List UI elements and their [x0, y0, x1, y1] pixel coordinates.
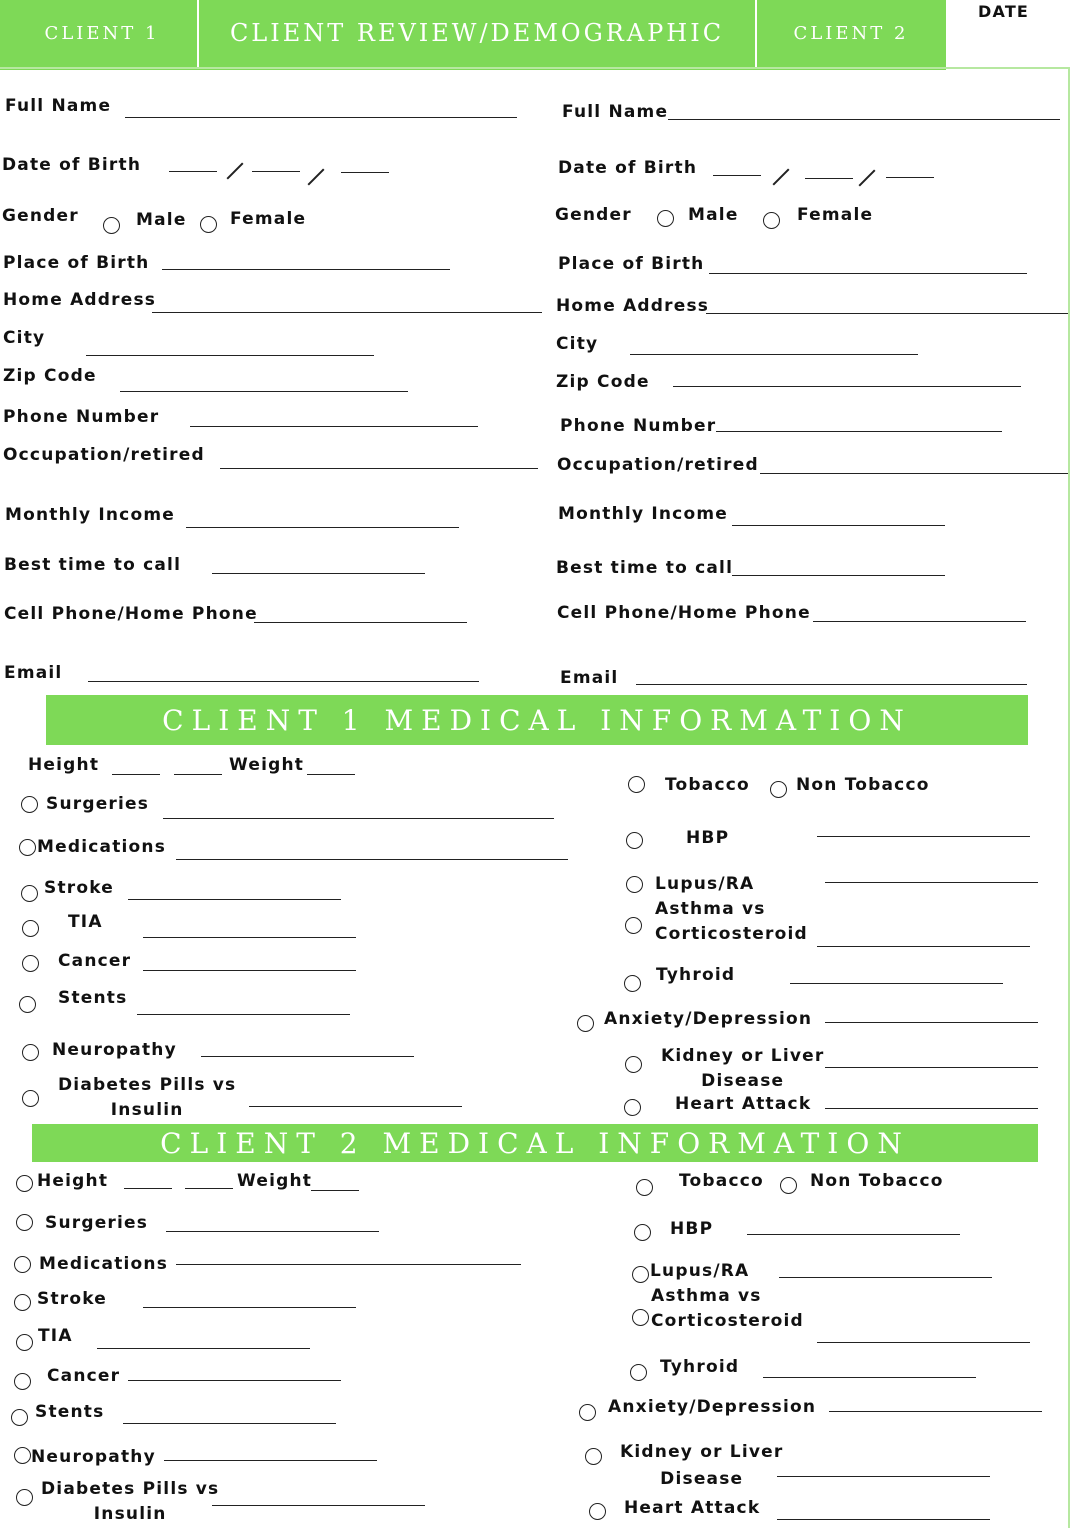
c1-cell-home-label: Cell Phone/Home Phone: [4, 604, 258, 624]
c1-place-of-birth-field[interactable]: [162, 269, 450, 270]
c2-kidney-field[interactable]: [777, 1476, 990, 1477]
c1-hbp-radio[interactable]: [626, 832, 643, 849]
c1-female-label: Female: [230, 209, 307, 229]
c2-surgeries-radio[interactable]: [16, 1214, 33, 1231]
c2-lupus-label: Lupus/RA: [650, 1261, 750, 1281]
c2-diabetes-line2: Insulin: [93, 1504, 167, 1524]
c2-tobacco-label: Tobacco: [679, 1171, 764, 1191]
c1-stents-field[interactable]: [137, 1014, 350, 1015]
c2-full-name-label: Full Name: [562, 102, 669, 122]
c2-heart-attack-field[interactable]: [777, 1519, 990, 1520]
c1-neuropathy-radio[interactable]: [22, 1044, 39, 1061]
c1-surgeries-field[interactable]: [163, 818, 554, 819]
c2-cell-home-label: Cell Phone/Home Phone: [557, 603, 811, 623]
c2-tia-field[interactable]: [97, 1348, 310, 1349]
c1-heart-attack-label: Heart Attack: [675, 1094, 812, 1114]
c1-tobacco-radio[interactable]: [628, 776, 645, 793]
c1-occupation-label: Occupation/retired: [3, 445, 205, 465]
c2-asthma-line2: Corticosteroid: [651, 1311, 804, 1331]
c2-tia-radio[interactable]: [16, 1334, 33, 1351]
c2-medications-label: Medications: [39, 1254, 169, 1274]
client1-medical-header: CLIENT 1 MEDICAL INFORMATION: [46, 695, 1028, 745]
c2-thyroid-field[interactable]: [763, 1377, 976, 1378]
c1-tia-label: TIA: [68, 912, 103, 932]
c2-occupation-label: Occupation/retired: [557, 455, 759, 475]
c2-income-label: Monthly Income: [558, 504, 728, 524]
c2-female-radio[interactable]: [763, 212, 780, 229]
c1-anxiety-label: Anxiety/Depression: [604, 1009, 813, 1029]
c1-lupus-radio[interactable]: [626, 876, 643, 893]
date-separator: [773, 169, 790, 186]
c1-weight-label: Weight: [229, 755, 305, 775]
c1-stroke-field[interactable]: [128, 899, 341, 900]
c1-weight-field[interactable]: [307, 774, 355, 775]
c1-phone-label: Phone Number: [3, 407, 160, 427]
c1-lupus-field[interactable]: [825, 882, 1038, 883]
c1-non-tobacco-radio[interactable]: [770, 781, 787, 798]
c1-diabetes-line2: Insulin: [110, 1100, 184, 1120]
c1-non-tobacco-label: Non Tobacco: [796, 775, 930, 795]
page-border-top: [0, 67, 1070, 69]
c1-dob-year-field[interactable]: [341, 172, 389, 173]
c1-male-label: Male: [136, 210, 187, 230]
c2-cell-home-field[interactable]: [813, 621, 1026, 622]
c2-gender-label: Gender: [555, 205, 632, 225]
c1-medications-field[interactable]: [176, 859, 568, 860]
c1-asthma-line2: Corticosteroid: [655, 924, 808, 944]
c2-female-label: Female: [797, 205, 874, 225]
c2-thyroid-radio[interactable]: [630, 1364, 647, 1381]
c1-email-label: Email: [4, 663, 63, 683]
c1-heart-attack-field[interactable]: [825, 1108, 1038, 1109]
c1-kidney-line1: Kidney or Liver: [661, 1046, 825, 1066]
c1-anxiety-radio[interactable]: [577, 1015, 594, 1032]
c2-medications-field[interactable]: [176, 1264, 521, 1265]
c1-cancer-field[interactable]: [143, 970, 356, 971]
c1-income-label: Monthly Income: [5, 505, 175, 525]
c2-lupus-field[interactable]: [779, 1277, 992, 1278]
c2-heart-attack-radio[interactable]: [589, 1503, 606, 1520]
c1-medications-label: Medications: [37, 837, 167, 857]
c2-height-radio[interactable]: [16, 1175, 33, 1192]
date-separator: [227, 163, 244, 180]
c2-stroke-label: Stroke: [37, 1289, 108, 1309]
c1-height-in-field[interactable]: [174, 774, 222, 775]
c1-diabetes-label: [58, 1073, 236, 1123]
c2-best-time-label: Best time to call: [556, 558, 734, 578]
c1-city-field[interactable]: [86, 355, 374, 356]
c1-hbp-label: HBP: [686, 828, 730, 848]
c1-city-label: City: [3, 328, 46, 348]
c2-income-field[interactable]: [732, 525, 945, 526]
c2-anxiety-field[interactable]: [829, 1411, 1042, 1412]
c1-tia-field[interactable]: [143, 937, 356, 938]
c1-tia-radio[interactable]: [22, 920, 39, 937]
c2-stroke-field[interactable]: [143, 1307, 356, 1308]
c2-phone-label: Phone Number: [560, 416, 717, 436]
date-label: DATE: [978, 2, 1030, 21]
c2-tobacco-radio[interactable]: [636, 1179, 653, 1196]
c1-kidney-field[interactable]: [825, 1067, 1038, 1068]
c1-surgeries-label: Surgeries: [46, 794, 150, 814]
c2-zip-label: Zip Code: [556, 372, 650, 392]
c1-dob-month-field[interactable]: [169, 171, 217, 172]
c1-thyroid-label: Tyhroid: [656, 965, 736, 985]
c2-home-address-field[interactable]: [706, 313, 1068, 314]
c1-home-address-field[interactable]: [152, 312, 542, 313]
c1-zip-field[interactable]: [120, 391, 408, 392]
c2-full-name-field[interactable]: [668, 119, 1060, 120]
c1-best-time-label: Best time to call: [4, 555, 182, 575]
c1-asthma-line1: Asthma vs: [655, 899, 766, 919]
header-divider: [197, 0, 199, 68]
c2-diabetes-field[interactable]: [212, 1505, 425, 1506]
c2-kidney-line2: Disease: [660, 1469, 744, 1489]
c1-dob-label: Date of Birth: [2, 155, 142, 175]
c2-weight-field[interactable]: [311, 1190, 359, 1191]
c2-hbp-label: HBP: [670, 1219, 714, 1239]
form-title: CLIENT REVIEW/DEMOGRAPHIC: [200, 2, 754, 64]
header-divider: [755, 0, 757, 68]
c1-cancer-radio[interactable]: [22, 955, 39, 972]
c1-neuropathy-label: Neuropathy: [52, 1040, 177, 1060]
c1-lupus-label: Lupus/RA: [655, 874, 755, 894]
c1-diabetes-line1: Diabetes Pills vs: [58, 1075, 237, 1095]
c1-income-field[interactable]: [186, 527, 459, 528]
c1-cancer-label: Cancer: [58, 951, 132, 971]
c1-stents-radio[interactable]: [19, 996, 36, 1013]
c2-place-of-birth-field[interactable]: [709, 273, 1027, 274]
c2-surgeries-label: Surgeries: [45, 1213, 149, 1233]
c2-asthma-label: [651, 1284, 804, 1334]
c2-stents-radio[interactable]: [11, 1409, 28, 1426]
c1-zip-label: Zip Code: [3, 366, 97, 386]
c1-home-address-label: Home Address: [3, 290, 157, 310]
c2-non-tobacco-radio[interactable]: [780, 1177, 797, 1194]
c1-female-radio[interactable]: [200, 216, 217, 233]
c2-kidney-line1: Kidney or Liver: [620, 1442, 784, 1462]
c1-gender-label: Gender: [2, 206, 79, 226]
c2-city-field[interactable]: [630, 354, 918, 355]
c2-anxiety-radio[interactable]: [579, 1404, 596, 1421]
c1-kidney-radio[interactable]: [625, 1056, 642, 1073]
c1-tobacco-label: Tobacco: [665, 775, 750, 795]
c2-diabetes-line1: Diabetes Pills vs: [41, 1479, 220, 1499]
c1-male-radio[interactable]: [103, 217, 120, 234]
c2-best-time-field[interactable]: [732, 575, 945, 576]
c1-occupation-field[interactable]: [220, 468, 538, 469]
c2-cancer-field[interactable]: [128, 1380, 341, 1381]
c2-stents-field[interactable]: [123, 1423, 336, 1424]
c2-anxiety-label: Anxiety/Depression: [608, 1397, 817, 1417]
c1-cell-home-field[interactable]: [254, 622, 467, 623]
c1-stroke-label: Stroke: [44, 878, 115, 898]
c2-neuropathy-label: Neuropathy: [31, 1447, 156, 1467]
c2-neuropathy-field[interactable]: [164, 1460, 377, 1461]
c1-anxiety-field[interactable]: [825, 1022, 1038, 1023]
c2-hbp-radio[interactable]: [634, 1224, 651, 1241]
c2-height-in-field[interactable]: [185, 1188, 233, 1189]
c2-male-radio[interactable]: [657, 210, 674, 227]
c2-stents-label: Stents: [35, 1402, 105, 1422]
c2-kidney-radio[interactable]: [585, 1448, 602, 1465]
c1-kidney-label: [661, 1044, 824, 1094]
c2-email-label: Email: [560, 668, 619, 688]
c1-neuropathy-field[interactable]: [201, 1056, 414, 1057]
c2-surgeries-field[interactable]: [166, 1231, 379, 1232]
date-separator: [859, 170, 876, 187]
c1-asthma-label: [655, 897, 808, 947]
c1-thyroid-field[interactable]: [790, 983, 1003, 984]
c1-stroke-radio[interactable]: [21, 885, 38, 902]
c2-weight-label: Weight: [237, 1171, 313, 1191]
client1-tab: CLIENT 1: [8, 2, 196, 64]
c1-medications-radio[interactable]: [19, 839, 36, 856]
c2-phone-field[interactable]: [716, 431, 1002, 432]
c1-stents-label: Stents: [58, 988, 128, 1008]
c2-tia-label: TIA: [38, 1326, 73, 1346]
c2-kidney-label: [620, 1439, 783, 1493]
c2-email-field[interactable]: [636, 684, 1027, 685]
c2-occupation-field[interactable]: [760, 473, 1068, 474]
c2-dob-label: Date of Birth: [558, 158, 698, 178]
c2-cancer-radio[interactable]: [14, 1373, 31, 1390]
c2-height-label: Height: [37, 1171, 109, 1191]
c1-full-name-label: Full Name: [5, 96, 112, 116]
c1-kidney-line2: Disease: [701, 1071, 785, 1091]
c2-male-label: Male: [688, 205, 739, 225]
c1-diabetes-field[interactable]: [249, 1106, 462, 1107]
page-border-right: [1068, 67, 1070, 1528]
c1-email-field[interactable]: [88, 681, 479, 682]
c2-zip-field[interactable]: [673, 386, 1021, 387]
c2-city-label: City: [556, 334, 599, 354]
client2-tab: CLIENT 2: [758, 2, 944, 64]
c2-diabetes-radio[interactable]: [16, 1489, 33, 1506]
c1-phone-field[interactable]: [190, 426, 478, 427]
c2-diabetes-label: [41, 1477, 219, 1527]
c2-lupus-radio[interactable]: [632, 1266, 649, 1283]
c2-home-address-label: Home Address: [556, 296, 710, 316]
c2-medications-radio[interactable]: [14, 1256, 31, 1273]
c1-asthma-radio[interactable]: [625, 917, 642, 934]
c2-neuropathy-radio[interactable]: [14, 1447, 31, 1464]
c1-dob-day-field[interactable]: [252, 171, 300, 172]
c2-stroke-radio[interactable]: [14, 1294, 31, 1311]
c2-asthma-radio[interactable]: [632, 1309, 649, 1326]
c2-height-ft-field[interactable]: [124, 1188, 172, 1189]
c1-surgeries-radio[interactable]: [21, 796, 38, 813]
c1-diabetes-radio[interactable]: [22, 1090, 39, 1107]
date-separator: [308, 169, 325, 186]
c2-dob-year-field[interactable]: [886, 177, 934, 178]
client2-medical-header: CLIENT 2 MEDICAL INFORMATION: [32, 1124, 1038, 1162]
c1-height-ft-field[interactable]: [112, 774, 160, 775]
c2-asthma-line1: Asthma vs: [651, 1286, 762, 1306]
c2-heart-attack-label: Heart Attack: [624, 1498, 761, 1518]
c2-dob-month-field[interactable]: [713, 175, 761, 176]
c2-cancer-label: Cancer: [47, 1366, 121, 1386]
c1-thyroid-radio[interactable]: [624, 975, 641, 992]
c2-place-of-birth-label: Place of Birth: [558, 254, 705, 274]
c1-heart-attack-radio[interactable]: [624, 1099, 641, 1116]
c2-dob-day-field[interactable]: [805, 178, 853, 179]
c1-best-time-field[interactable]: [212, 573, 425, 574]
c2-hbp-field[interactable]: [747, 1234, 960, 1235]
c1-place-of-birth-label: Place of Birth: [3, 253, 150, 273]
c1-hbp-field[interactable]: [817, 836, 1030, 837]
c2-asthma-field[interactable]: [817, 1342, 1030, 1343]
c1-asthma-field[interactable]: [817, 946, 1030, 947]
c2-non-tobacco-label: Non Tobacco: [810, 1171, 944, 1191]
c1-height-label: Height: [28, 755, 100, 775]
c1-full-name-field[interactable]: [125, 117, 517, 118]
c2-thyroid-label: Tyhroid: [660, 1357, 740, 1377]
